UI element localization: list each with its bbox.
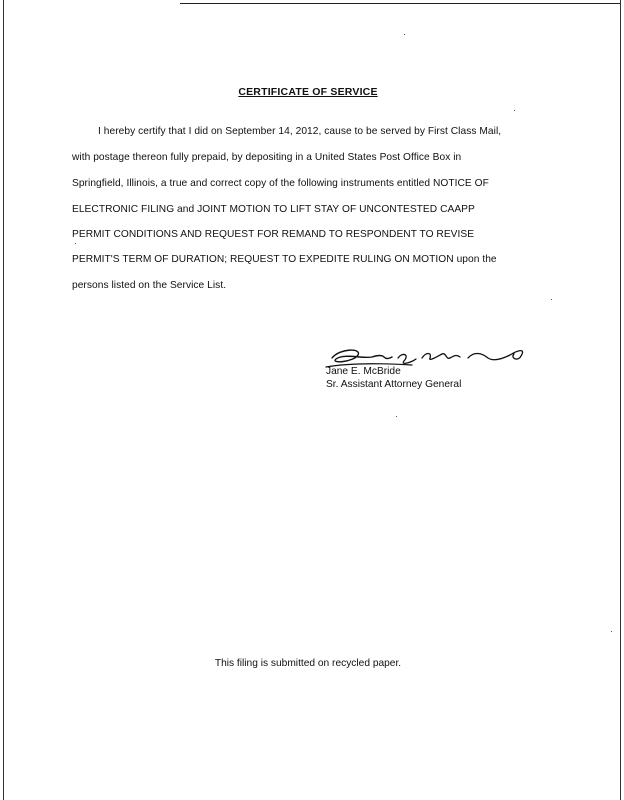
scan-speck (404, 34, 405, 35)
body-line: with postage thereon fully prepaid, by depositing in a United States Post Office Box in (72, 152, 462, 163)
body-line: PERMIT CONDITIONS AND REQUEST FOR REMAND TO RESPONDENT TO REVISE (72, 229, 475, 240)
scan-speck (75, 243, 76, 244)
body-line: Springfield, Illinois, a true and correct copy of the following instruments entitled NOTICE OF (72, 178, 489, 189)
certificate-title: CERTIFICATE OF SERVICE (238, 86, 378, 98)
body-line: PERMIT'S TERM OF DURATION; REQUEST TO EXPEDITE RULING ON MOTION upon the (72, 254, 497, 265)
scan-speck (551, 299, 552, 300)
scan-speck (396, 416, 397, 417)
body-line: I hereby certify that I did on September 14, 2012, cause to be served by First Class Mail, (98, 126, 502, 137)
scan-edge-left (3, 0, 4, 800)
signer-name: Jane E. McBride (326, 366, 401, 377)
scan-speck (611, 631, 612, 632)
body-line: ELECTRONIC FILING and JOINT MOTION TO LIFT STAY OF UNCONTESTED CAAPP (72, 204, 475, 215)
scan-edge-top (180, 3, 620, 4)
scan-edge-right (620, 0, 621, 800)
body-line: persons listed on the Service List. (72, 280, 227, 291)
scan-speck (514, 110, 515, 111)
signature-text: Jane E. McBride (318, 338, 326, 339)
signature-block (312, 338, 542, 398)
signer-title: Sr. Assistant Attorney General (326, 379, 462, 390)
recycled-paper-note: This filing is submitted on recycled paper. (214, 658, 402, 669)
